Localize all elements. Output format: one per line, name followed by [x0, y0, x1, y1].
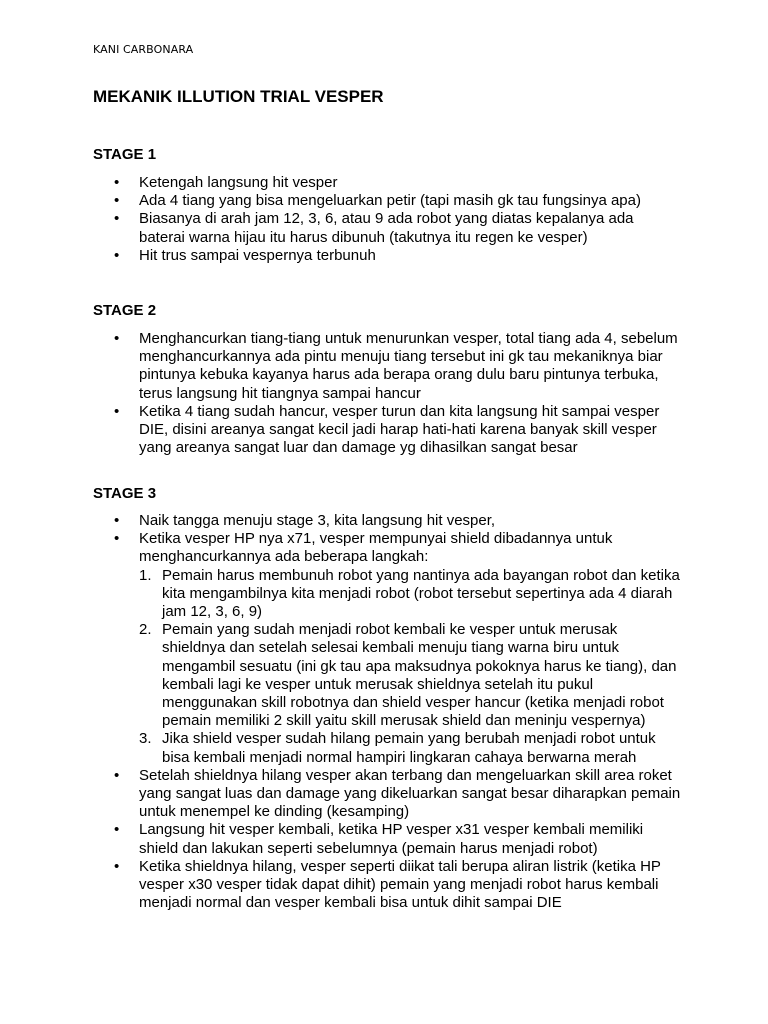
- shield-steps-list: [139, 567, 683, 767]
- list-item: • Ada 4 tiang yang bisa mengeluarkan petir (tapi masih gk tau fungsinya apa): [93, 192, 683, 210]
- list-item: • Ketengah langsung hit vesper: [93, 174, 683, 192]
- stage-3-heading: STAGE 3: [93, 485, 157, 502]
- step-item: [139, 567, 683, 622]
- stage-2-list: [93, 330, 683, 457]
- stage-1-heading: STAGE 1: [93, 146, 157, 163]
- list-item: • Ketika shieldnya hilang, vesper seperti diikat tali berupa aliran listrik (ketika HP vesper x30 vesper tidak dapat dihit) pemain yang menjadi robot harus kembali menjadi normal dan vesper kembali bisa untuk dihit sampai DIE: [93, 858, 683, 913]
- step-number: 2.: [139, 621, 152, 639]
- list-item: • Langsung hit vesper kembali, ketika HP vesper x31 vesper kembali memiliki shield dan lakukan seperti sebelumnya (pemain harus menjadi robot): [93, 821, 683, 857]
- document-title: MEKANIK ILLUTION TRIAL VESPER: [93, 87, 384, 106]
- list-item: • Naik tangga menuju stage 3, kita langsung hit vesper,: [93, 512, 683, 530]
- step-text: Pemain yang sudah menjadi robot kembali ke vesper untuk merusak shieldnya dan setelah selesai kembali menuju tiang warna biru untuk mengambil sesuatu (ini gk tau apa maksudnya pokoknya harus ke tiang), dan kembali lagi ke vesper untuk merusak shieldnya setelah itu pukul menggunakan skill robotnya dan shield vesper hancur (ketika menjadi robot pemain memiliki 2 skill yaitu skill merusak shield dan meninju vespernya): [162, 621, 677, 730]
- step-item: [139, 730, 683, 766]
- list-item-text: Ketika vesper HP nya x71, vesper mempunyai shield dibadannya untuk menghancurkannya ada beberapa langkah:: [139, 530, 613, 566]
- list-item: • Hit trus sampai vespernya terbunuh: [93, 247, 683, 265]
- list-item: • Menghancurkan tiang-tiang untuk menurunkan vesper, total tiang ada 4, sebelum menghancurkannya ada pintu menuju tiang tersebut ini gk tau mekaniknya biar pintunya kebuka kayanya harus ada berapa orang dulu baru pintunya terbuka, terus langsung hit tiangnya sampai hancur: [93, 330, 683, 403]
- author-header: KANI CARBONARA: [93, 43, 194, 56]
- stage-2-heading: STAGE 2: [93, 302, 157, 319]
- step-item: [139, 621, 683, 730]
- step-text: Pemain harus membunuh robot yang nantinya ada bayangan robot dan ketika kita mengambilnya kita menjadi robot (robot tersebut sepertinya ada 4 diarah jam 12, 3, 6, 9): [162, 566, 680, 621]
- stage-1-list: [93, 174, 683, 265]
- step-number: 3.: [139, 730, 152, 748]
- stage-3-list: [93, 512, 683, 912]
- step-text: Jika shield vesper sudah hilang pemain yang berubah menjadi robot untuk bisa kembali menjadi normal hampiri lingkaran cahaya berwarna merah: [162, 730, 656, 766]
- list-item: • Setelah shieldnya hilang vesper akan terbang dan mengeluarkan skill area roket yang sangat luas dan damage yang dikeluarkan sangat besar diharapkan pemain untuk menempel ke dinding (kesamping): [93, 767, 683, 822]
- step-number: 1.: [139, 566, 152, 584]
- list-item: [93, 530, 683, 767]
- list-item: • Biasanya di arah jam 12, 3, 6, atau 9 ada robot yang diatas kepalanya ada baterai warna hijau itu harus dibunuh (takutnya itu regen ke vesper): [93, 210, 683, 246]
- list-item: • Ketika 4 tiang sudah hancur, vesper turun dan kita langsung hit sampai vesper DIE, disini areanya sangat kecil jadi harap hati-hati karena banyak skill vesper yang areanya sangat luar dan damage yg dihasilkan sangat besar: [93, 403, 683, 458]
